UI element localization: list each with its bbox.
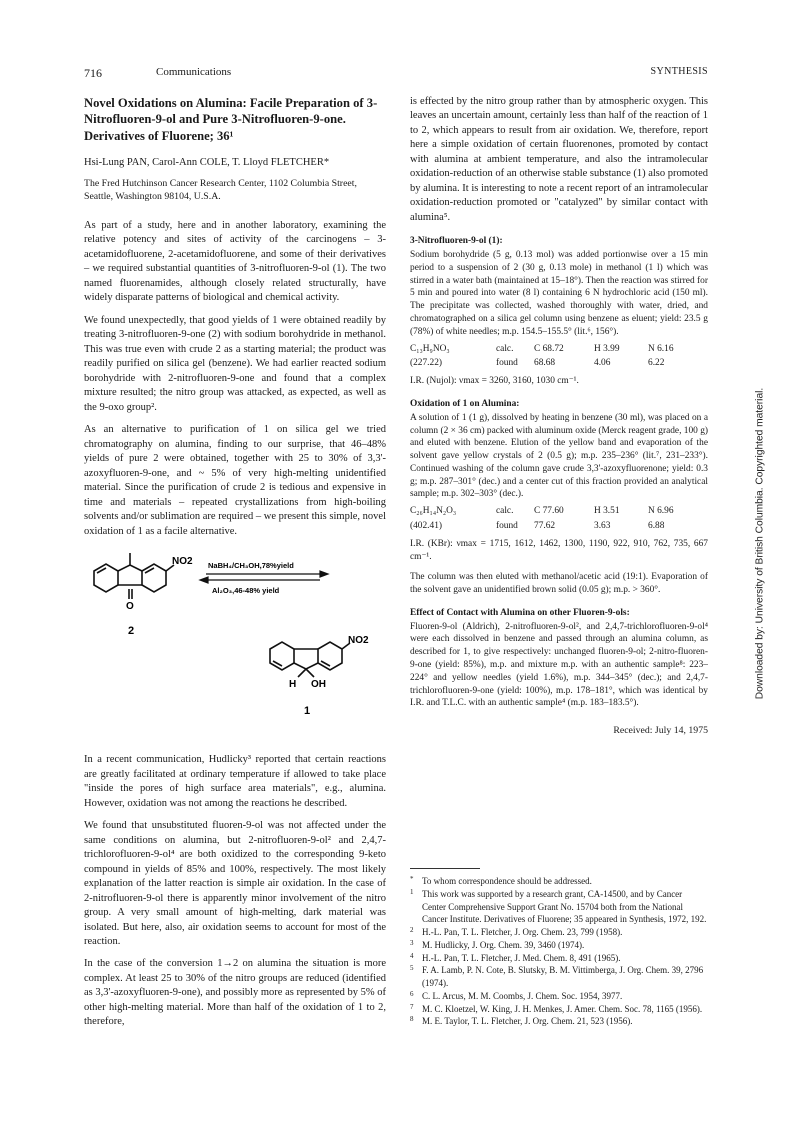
footnote-text: This work was supported by a research grant, CA-14500, and by Cancer Center Comprehensive Support Grant No. 15704 both from the National Cancer Institute. Derivatives of Fluorene; 35 appeared in Synthesis, 1972, 192. <box>422 888 707 925</box>
procedure-text: Sodium borohydride (5 g, 0.13 mol) was added portionwise over a 15 min period to a suspension of 2 (30 g, 0.13 mole) in methanol (1 l) which was stirred in a water bath (maintained at 15–18°). Then the reaction was stirred for 5 min and poured into water (8 l) containing 6 N hydrochloric acid (150 ml). The precipitate was collected, washed thoroughly with water, dried, and chromatographed on a silica gel column using benzene as eluent; yield: 23.5 g (78%) of white needles; m.p. 154.5–155.5° (lit.⁶, 156°). <box>410 250 708 337</box>
body-paragraph: We found that unsubstituted fluoren-9-ol was not affected under the same conditions on alumina, but 2-nitrofluoren-9-ol² and 2,4,7-trichlorofluoren-9-ol⁴ are both oxidized to the corresponding 9-keto compound in yields of 85% and 100%, respectively. The most likely explanation of the latter reaction is simple air oxidation. In the case of 2-nitrofluoren-9-ol there is apparently minor involvement of the nitro group. A very small amount of high-melting, dark material was isolated. But here, also, air oxidation seems to account for most of the reaction. <box>84 820 386 947</box>
footnote-mark: 8 <box>410 1015 414 1024</box>
molecular-weight: (402.41) <box>410 520 443 531</box>
ir-data: I.R. (Nujol): νmax = 3260, 3160, 1030 cm⁻¹. <box>410 376 579 387</box>
elemental-analysis-row <box>410 505 708 518</box>
nitro-label-b: NO2 <box>348 635 369 647</box>
author-affiliation: The Fred Hutchinson Cancer Research Center, 1102 Columbia Street, Seattle, Washington 98104, U.S.A. <box>84 177 357 202</box>
footnote-mark: 2 <box>410 926 414 935</box>
footnote <box>410 875 708 888</box>
elemental-analysis-row <box>410 357 708 370</box>
footnote-text: To whom correspondence should be addressed. <box>422 876 592 886</box>
body-paragraph: As an alternative to purification of 1 on silica gel we tried chromatography on alumina, finding to our surprise, that 46–48% yields of pure 2 were obtained, together with 25 to 30% of 3,3'-azoxyfluoren-9-one, and ~ 5% of very high-melting unidentified material. Since the purification of crude 2 is tedious and expensive in time and materials – repeated crystallizations from high-boiling solvents and/or sublimation are required – we present this simple, novel oxidation of 1 as a facile alternative. <box>84 424 386 537</box>
footnote-text: H.-L. Pan, T. L. Fletcher, J. Org. Chem. 23, 799 (1958). <box>422 927 623 938</box>
carbonyl-oxygen-label: O <box>126 601 134 613</box>
footnote-text: F. A. Lamb, P. N. Cote, B. Slutsky, B. M. Vittimberga, J. Org. Chem. 39, 2796 (1974). <box>422 965 704 989</box>
carbon-value: C 77.60 <box>534 506 564 517</box>
hydrogen-value: H 3.51 <box>594 506 620 517</box>
nitrogen-value: 6.22 <box>648 358 665 369</box>
download-watermark <box>752 250 766 840</box>
analysis-type: calc. <box>496 506 514 517</box>
compound-label-1: 1 <box>304 705 311 718</box>
body-paragraph: As part of a study, here and in another laboratory, examining the relative potency and sites of activity of the carcinogens – 3-acetamidofluorene, 2-acetamidofluorene, and some of their derivatives – we required substantial quantities of 3-nitrofluoren-9-ol (1). The two named fluorenamides, although closely related structurally, have widely disparate patterns of biological and chemical activity. <box>84 220 386 304</box>
analysis-type: calc. <box>496 343 514 354</box>
analysis-type: found <box>496 520 518 531</box>
author-list: Hsi-Lung PAN, Carol-Ann COLE, T. Lloyd FLETCHER* <box>84 157 330 169</box>
footnote-text: M. E. Taylor, T. L. Fletcher, J. Org. Chem. 21, 523 (1956). <box>422 1016 633 1027</box>
section-heading: 3-Nitrofluoren-9-ol (1): <box>410 236 503 247</box>
right-column <box>410 95 708 737</box>
footnote-mark: 5 <box>410 964 414 973</box>
body-paragraph: In the case of the conversion 1→2 on alumina the situation is more complex. At least 25 to 30% of the nitro groups are reduced (identified as 3,3'-azoxyfluoren-9-one), and possibly more as represented by 5% of other high-melting material. More than half of the oxidation of 1 to 2, therefore, <box>84 958 386 1028</box>
running-header <box>84 66 708 82</box>
hydrogen-value: 3.63 <box>594 520 611 531</box>
compound-label-2: 2 <box>128 625 135 638</box>
footnote-mark: 7 <box>410 1002 414 1011</box>
formula: C₁₃H₉NO₃ <box>410 343 450 354</box>
hydrogen-value: 4.06 <box>594 358 611 369</box>
body-paragraph: We found unexpectedly, that good yields of 1 were obtained readily by treating 3-nitrofluoren-9-one (2) with sodium borohydride in methanol. This was true even with crude 2 as a starting material; the product was readily purified on silica gel (benzene). We had earlier reacted sodium borohydride with 2-nitrofluoren-9-one and found that a complex mixture resulted; the nitro group was attacked, as expected, as well as the 9-oxo group². <box>84 314 386 413</box>
procedure-text: Fluoren-9-ol (Aldrich), 2-nitrofluoren-9-ol², and 2,4,7-trichlorofluoren-9-ol⁴ were each dissolved in benzene and passed through an alumina column, as described for 1, to give respectively: unchanged fluoren-9-ol; 2-nitro-fluoren-9-one (yield: 85%), m.p. and mixture m.p. with an authentic sample⁸: 223–224° and yellow needles (yield 1.6%), m.p. 344–345° (dec.); and 2,4,7-trichlorofluoren-9-one (yield: 100%), m.p. 178–181°, which was identical by I.R. and T.L.C. with an authentic sample⁴ (m.p. 183–183.5°). <box>410 621 708 709</box>
reaction-scheme <box>84 547 386 743</box>
reverse-reagent-label: Al₂O₃,46-48% yield <box>212 586 280 596</box>
hydrogen-value: H 3.99 <box>594 343 620 354</box>
nitrogen-value: N 6.96 <box>648 506 674 517</box>
ir-data: I.R. (KBr): νmax = 1715, 1612, 1462, 1300, 1190, 922, 910, 762, 735, 667 cm⁻¹. <box>410 538 708 562</box>
received-date: Received: July 14, 1975 <box>613 725 708 737</box>
elemental-analysis-row <box>410 520 708 533</box>
journal-name: SYNTHESIS <box>650 66 708 77</box>
footnote-text: H.-L. Pan, T. L. Fletcher, J. Med. Chem. 8, 491 (1965). <box>422 952 621 963</box>
footnote-mark: * <box>410 875 414 883</box>
footnote-mark: 1 <box>410 887 414 896</box>
formula: C₂₆H₁₄N₂O₃ <box>410 506 457 517</box>
footnotes <box>410 868 708 1028</box>
reaction-arrows <box>200 571 328 583</box>
molecular-weight: (227.22) <box>410 358 443 369</box>
carbon-value: 77.62 <box>534 520 556 531</box>
carbon-value: C 68.72 <box>534 343 564 354</box>
hydroxyl-label: OH <box>311 679 326 691</box>
hydrogen-label: H <box>289 679 297 691</box>
procedure-text: The column was then eluted with methanol/acetic acid (19:1). Evaporation of the solvent gave an unidentified brown solid (0.05 g); m.p. > 360°. <box>410 572 708 596</box>
footnote-mark: 6 <box>410 989 414 998</box>
footnote <box>410 952 708 965</box>
footnote <box>410 1015 708 1028</box>
forward-reagent-label: NaBH₄/CH₃OH,78%yield <box>208 561 294 571</box>
footnote-text: C. L. Arcus, M. M. Coombs, J. Chem. Soc. 1954, 3977. <box>422 990 623 1001</box>
footnote-mark: 3 <box>410 938 414 947</box>
section-name: Communications <box>156 66 232 78</box>
article-title: Novel Oxidations on Alumina: Facile Preparation of 3-Nitrofluoren-9-ol and Pure 3-Nitrofluoren-9-one. Derivatives of Fluorene; 36¹ <box>84 96 378 143</box>
body-paragraph: In a recent communication, Hudlicky³ reported that certain reactions are greatly facilitated at ordinary temperature if allowed to take place "inside the pores of high surface area materials", e.g., alumina. However, oxidation was not among the reactions he described. <box>84 754 386 809</box>
footnote <box>410 1003 708 1016</box>
footnote <box>410 939 708 952</box>
fluorenol-structure <box>270 642 350 677</box>
reaction-scheme-drawing <box>84 547 386 743</box>
footnote-text: M. Hudlicky, J. Org. Chem. 39, 3460 (1974). <box>422 939 585 950</box>
footnote-text: M. C. Kloetzel, W. King, J. H. Menkes, J. Amer. Chem. Soc. 78, 1165 (1956). <box>422 1003 703 1014</box>
carbon-value: 68.68 <box>534 358 556 369</box>
nitrogen-value: N 6.16 <box>648 343 674 354</box>
procedure-text: A solution of 1 (1 g), dissolved by heating in benzene (30 ml), was placed on a column (2 × 36 cm) packed with aluminum oxide (Merck reagent grade, 100 g) and eluted with benzene. Elution of the yellow band and evaporation of the solvent gave yellow crystals of 2 (0.5 g); m.p. 235–236° (lit.⁷, 231–233°). Continued washing of the column gave crude 3,3'-azoxyfluorenone; yield: 0.3 g; m.p. 287–301° (dec.) and a center cut of this fraction provided an analytical sample; m.p. 302–303° (dec.). <box>410 412 708 500</box>
page-number: 716 <box>84 66 102 80</box>
nitro-label-a: NO2 <box>172 556 193 568</box>
section-heading: Oxidation of 1 on Alumina: <box>410 398 520 409</box>
nitrogen-value: 6.88 <box>648 520 665 531</box>
analysis-type: found <box>496 358 518 369</box>
section-heading: Effect of Contact with Alumina on other Fluoren-9-ols: <box>410 607 630 618</box>
elemental-analysis-row <box>410 343 708 356</box>
footnote-rule <box>410 868 480 869</box>
footnote <box>410 964 708 990</box>
body-paragraph: is effected by the nitro group rather than by atmospheric oxygen. This leaves an uncertain amount, certainly less than half of the reaction of 1 to 2, which appears to result from air oxidation. We, therefore, report here a simple oxidation of certain fluorenones, promoted by contact with alumina at ambient temperature, and also the intramolecular oxidation-reduction of an otherwise stable substance (1) also promoted by alumina. It is interesting to note a recent report of an intramolecular oxidation-reduction promoted or "catalyzed" by similar contact with alumina⁵. <box>410 96 708 223</box>
footnote <box>410 888 708 926</box>
download-notice: Downloaded by: University of British Columbia. Copyrighted material. <box>754 387 766 700</box>
footnote <box>410 990 708 1003</box>
left-column <box>84 95 386 1038</box>
fluorenone-structure <box>94 553 174 599</box>
footnote-mark: 4 <box>410 951 414 960</box>
footnote <box>410 926 708 939</box>
